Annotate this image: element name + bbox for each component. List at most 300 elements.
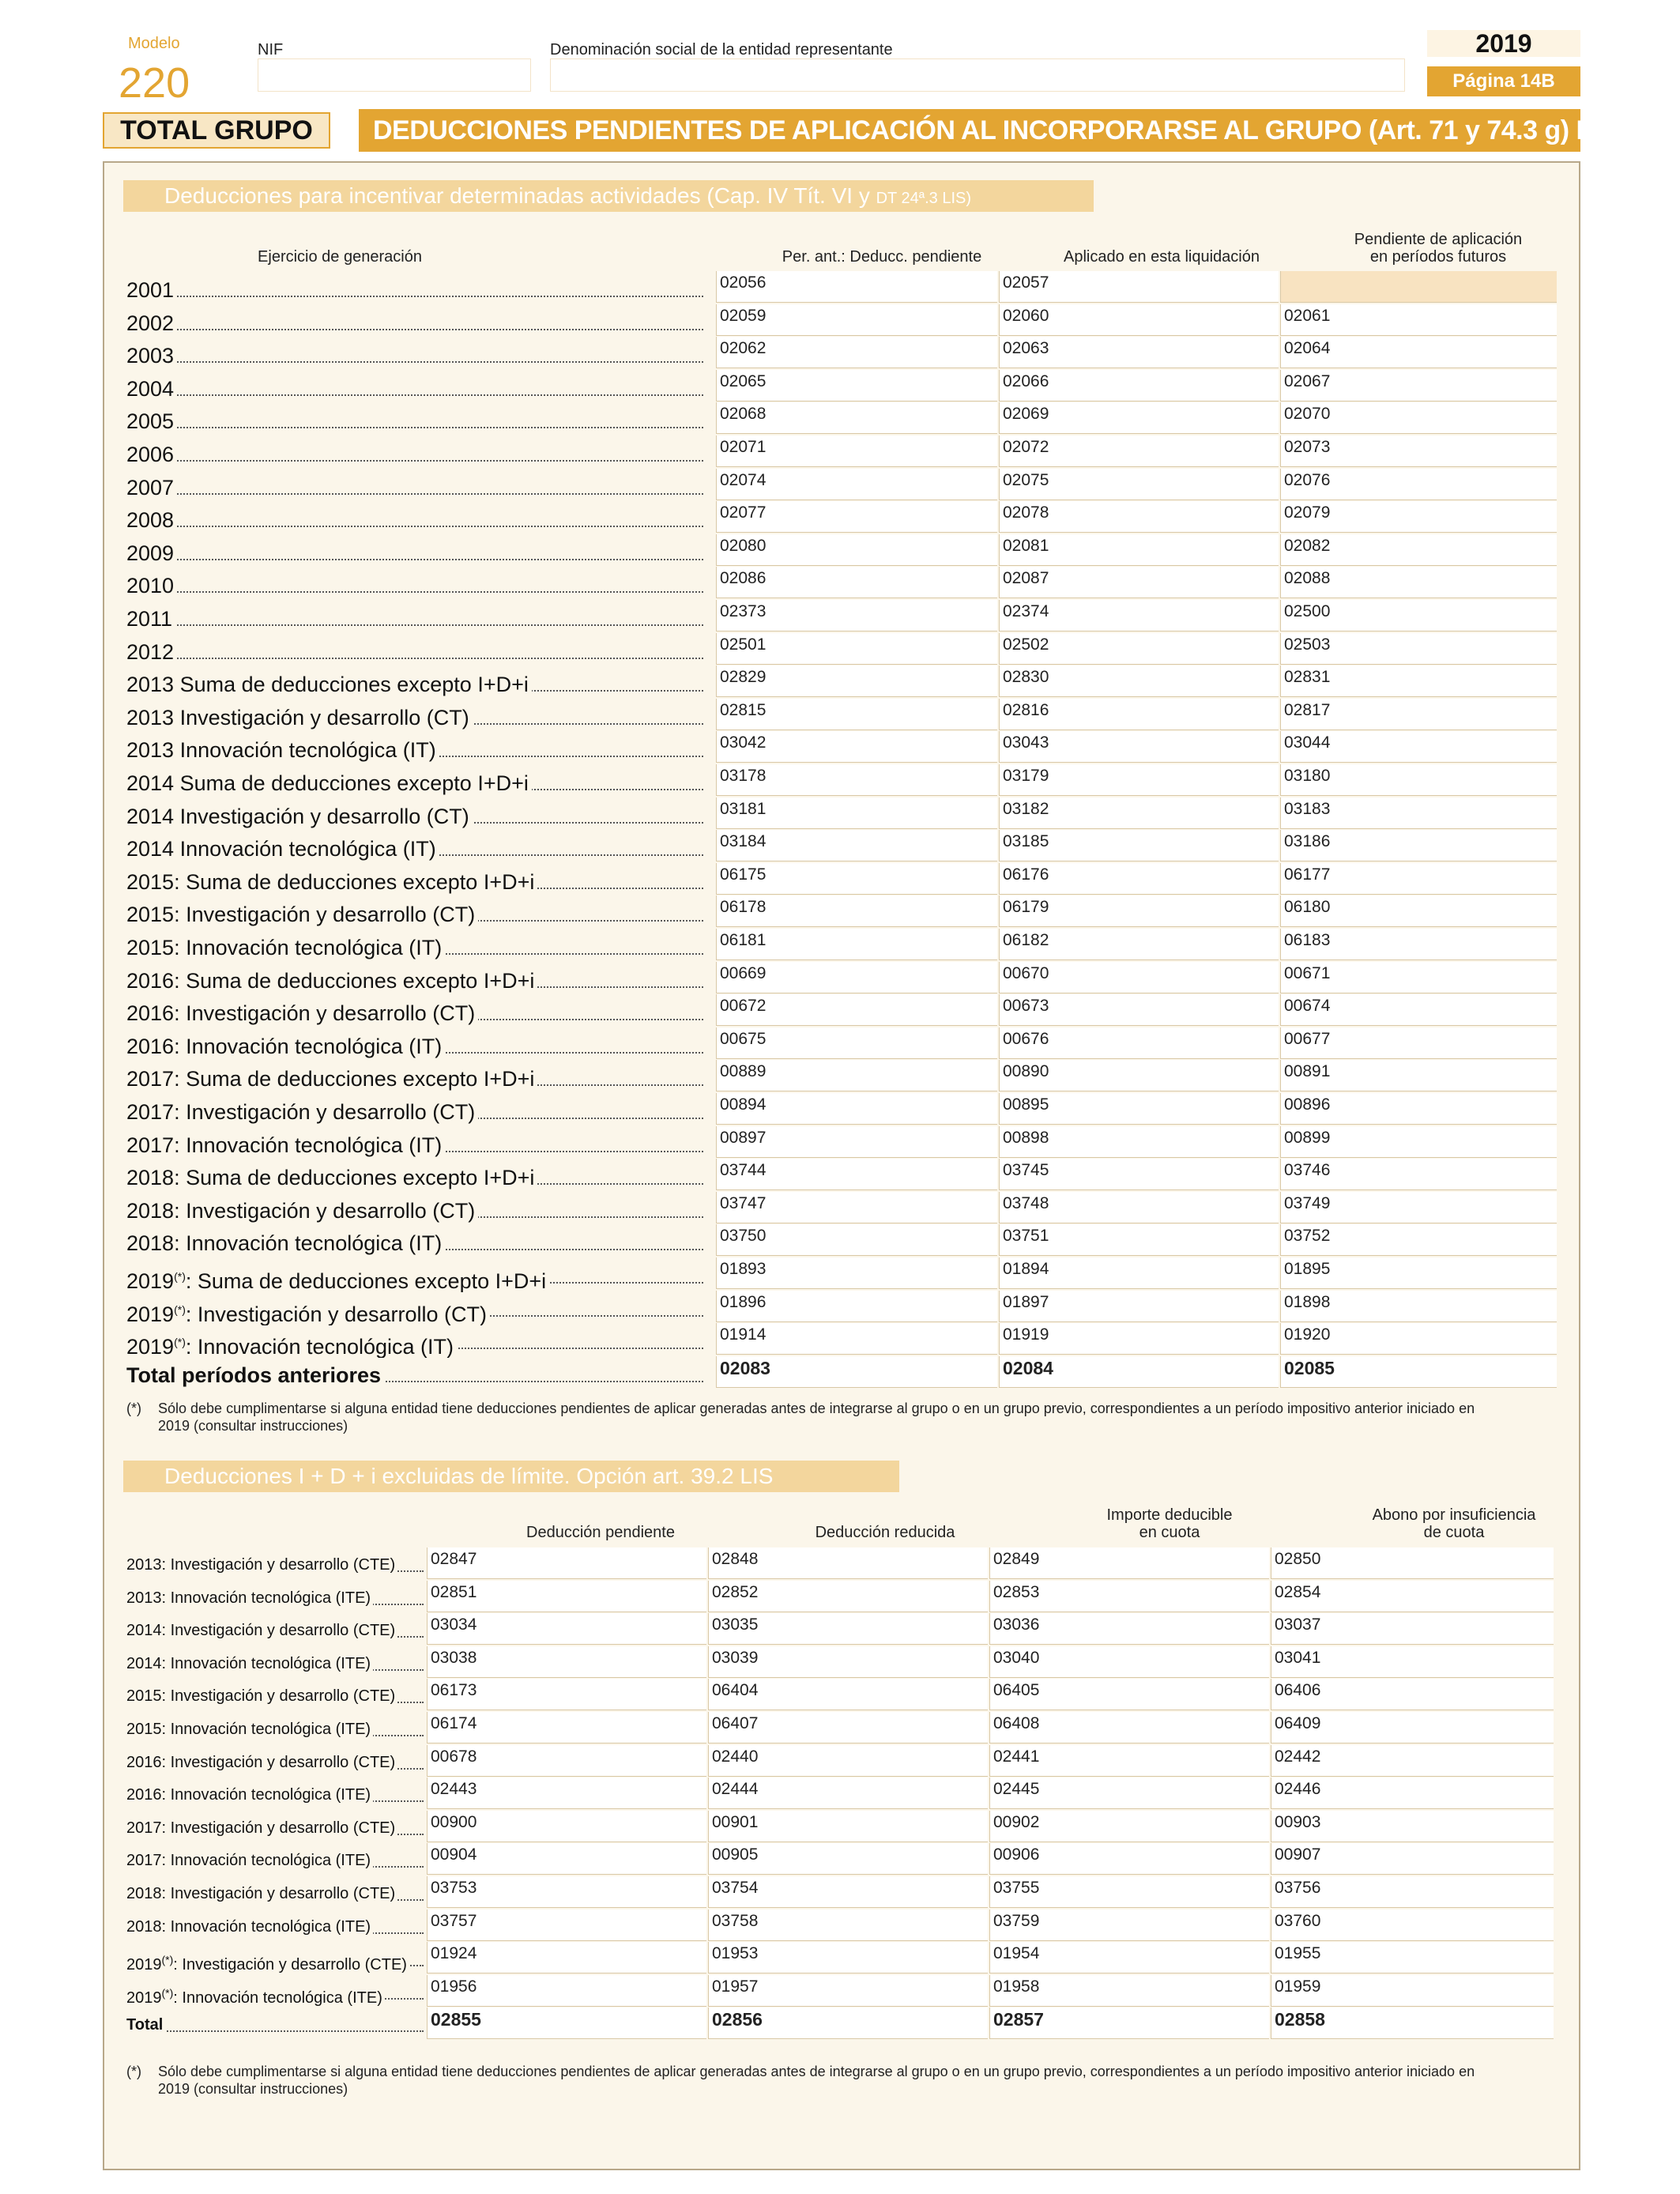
amount-field[interactable] <box>999 731 1279 763</box>
amount-field[interactable] <box>1280 633 1557 665</box>
amount-field[interactable] <box>716 1224 997 1256</box>
box-code: 03745 <box>1003 1161 1049 1179</box>
box-code: 02083 <box>720 1358 770 1378</box>
leader-dots <box>126 493 703 495</box>
total-row-label <box>126 1359 703 1391</box>
modelo-label: Modelo <box>128 35 180 52</box>
row-label-year: 2003 <box>126 344 175 368</box>
box-code: 02084 <box>1003 1358 1053 1378</box>
amount-field[interactable] <box>999 304 1279 336</box>
amount-field[interactable] <box>708 1909 988 1941</box>
col-abono <box>1335 1506 1573 1541</box>
amount-field[interactable] <box>427 1745 706 1777</box>
amount-field[interactable] <box>716 1093 997 1125</box>
amount-field[interactable] <box>1280 1323 1557 1355</box>
amount-field[interactable] <box>999 501 1279 533</box>
box-code: 02829 <box>720 668 767 686</box>
amount-field[interactable] <box>1280 501 1557 533</box>
row-label-text <box>126 377 177 401</box>
amount-field[interactable] <box>999 1356 1279 1388</box>
amount-field[interactable] <box>999 469 1279 500</box>
amount-field[interactable] <box>999 962 1279 993</box>
amount-field[interactable] <box>999 600 1279 631</box>
amount-field[interactable] <box>989 1679 1269 1710</box>
amount-field[interactable] <box>427 1777 706 1809</box>
amount-field[interactable] <box>708 1843 988 1875</box>
box-code: 03185 <box>1003 832 1049 850</box>
row-label-year: 2004 <box>126 377 175 401</box>
amount-field[interactable] <box>989 1712 1269 1744</box>
box-code: 00889 <box>720 1062 767 1080</box>
box-code: 06178 <box>720 898 767 916</box>
amount-field[interactable] <box>1280 1291 1557 1322</box>
box-code: 01954 <box>993 1944 1040 1962</box>
row-label-text <box>126 1001 478 1025</box>
amount-field[interactable] <box>708 1712 988 1744</box>
box-code: 02444 <box>712 1780 759 1798</box>
amount-field[interactable] <box>999 929 1279 960</box>
amount-field[interactable] <box>999 1126 1279 1158</box>
amount-field[interactable] <box>1280 402 1557 434</box>
amount-field[interactable] <box>1271 1547 1554 1579</box>
amount-field[interactable] <box>999 1027 1279 1059</box>
amount-field[interactable] <box>989 1909 1269 1941</box>
amount-field[interactable] <box>427 1712 706 1744</box>
amount-field[interactable] <box>1271 1811 1554 1842</box>
denominacion-field[interactable] <box>550 58 1405 92</box>
row-label <box>126 274 703 306</box>
amount-field[interactable] <box>427 1613 706 1645</box>
row-label-year: 2007 <box>126 476 175 499</box>
amount-field[interactable] <box>1280 567 1557 598</box>
amount-field[interactable] <box>1280 994 1557 1026</box>
box-code: 03748 <box>1003 1194 1049 1212</box>
box-code: 03035 <box>712 1615 759 1634</box>
amount-field[interactable] <box>716 1356 997 1388</box>
row-label <box>126 1943 424 1975</box>
box-code: 03750 <box>720 1227 767 1245</box>
row-label <box>126 899 703 930</box>
leader-dots <box>126 296 703 297</box>
amount-field[interactable] <box>1271 1942 1554 1973</box>
amount-field[interactable] <box>989 1581 1269 1612</box>
box-code: 06180 <box>1284 898 1331 916</box>
row-label <box>126 307 703 339</box>
amount-field[interactable] <box>999 764 1279 796</box>
box-code: 02080 <box>720 537 767 555</box>
box-code: 03744 <box>720 1161 767 1179</box>
amount-field[interactable] <box>1280 600 1557 631</box>
amount-field[interactable] <box>708 1581 988 1612</box>
amount-field[interactable] <box>1280 929 1557 960</box>
amount-field[interactable] <box>716 1060 997 1091</box>
amount-field[interactable] <box>989 2007 1269 2039</box>
amount-field[interactable] <box>989 1876 1269 1908</box>
box-code: 00674 <box>1284 997 1331 1015</box>
row-label-rest: : Innovación tecnológica (ITE) <box>173 1989 382 2007</box>
row-label-text <box>126 1986 385 2007</box>
amount-field[interactable] <box>1280 699 1557 730</box>
row-label-year: 2016: Innovación tecnológica (ITE) <box>126 1786 371 1804</box>
amount-field[interactable] <box>708 2007 988 2039</box>
amount-field[interactable] <box>1271 2007 1554 2039</box>
amount-field[interactable] <box>989 1745 1269 1777</box>
box-code: 02853 <box>993 1583 1040 1601</box>
row-label <box>126 1294 703 1325</box>
row-label-year: 2018: Investigación y desarrollo (CT) <box>126 1199 476 1223</box>
box-code: 02074 <box>720 471 767 489</box>
row-label-text <box>126 870 537 894</box>
row-label-text <box>126 1852 373 1869</box>
row-label-year: 2013 Investigación y desarrollo (CT) <box>126 706 469 729</box>
amount-field[interactable] <box>999 1257 1279 1289</box>
amount-field[interactable] <box>427 1811 706 1842</box>
amount-field[interactable] <box>708 1646 988 1678</box>
amount-field[interactable] <box>1280 1126 1557 1158</box>
box-code: 06408 <box>993 1714 1040 1732</box>
amount-field[interactable] <box>716 337 997 368</box>
col-ejercicio: Ejercicio de generación <box>258 248 422 266</box>
box-code: 01914 <box>720 1325 767 1344</box>
amount-field[interactable] <box>716 962 997 993</box>
row-label-text <box>126 837 439 861</box>
footnote-marker: (*) <box>126 2064 141 2079</box>
row-label-text <box>126 1035 445 1058</box>
amount-field[interactable] <box>999 895 1279 927</box>
amount-field[interactable] <box>716 304 997 336</box>
row-label-text <box>126 1754 397 1771</box>
box-code: 02850 <box>1275 1550 1321 1568</box>
amount-field[interactable] <box>999 699 1279 730</box>
amount-field[interactable] <box>716 567 997 598</box>
row-label <box>126 1326 703 1358</box>
amount-field[interactable] <box>1280 731 1557 763</box>
box-code: 02073 <box>1284 438 1331 456</box>
amount-field[interactable] <box>1280 1192 1557 1223</box>
box-code: 02068 <box>720 405 767 423</box>
row-label <box>126 1227 703 1259</box>
amount-field[interactable] <box>1280 1257 1557 1289</box>
amount-field[interactable] <box>427 1646 706 1678</box>
box-code: 06181 <box>720 931 767 949</box>
amount-field[interactable] <box>427 1975 706 2007</box>
row-label <box>126 702 703 733</box>
amount-field[interactable] <box>1271 1777 1554 1809</box>
box-code: 02443 <box>431 1780 477 1798</box>
box-code: 02503 <box>1284 635 1331 654</box>
amount-field[interactable] <box>427 2007 706 2039</box>
amount-field[interactable] <box>427 1876 706 1908</box>
box-code: 02500 <box>1284 602 1331 620</box>
amount-field[interactable] <box>708 1777 988 1809</box>
amount-field[interactable] <box>999 402 1279 434</box>
row-label <box>126 1977 424 2008</box>
row-label-year: 2002 <box>126 311 175 335</box>
row-label-year: 2014 Innovación tecnológica (IT) <box>126 837 436 861</box>
amount-field[interactable] <box>716 929 997 960</box>
box-code: 01953 <box>712 1944 759 1962</box>
amount-field[interactable] <box>989 1843 1269 1875</box>
amount-field[interactable] <box>1280 863 1557 895</box>
box-code: 02060 <box>1003 307 1049 325</box>
row-label <box>126 997 703 1029</box>
amount-field[interactable] <box>1280 1356 1557 1388</box>
amount-field[interactable] <box>999 1093 1279 1125</box>
amount-field[interactable] <box>716 501 997 533</box>
row-label-year: 2017: Investigación y desarrollo (CTE) <box>126 1819 396 1837</box>
amount-field[interactable] <box>716 830 997 861</box>
amount-field[interactable] <box>999 797 1279 829</box>
amount-field[interactable] <box>716 699 997 730</box>
row-label-year: 2015: Investigación y desarrollo (CT) <box>126 903 476 926</box>
row-label-year: 2012 <box>126 640 175 664</box>
row-label <box>126 636 703 668</box>
amount-field[interactable] <box>989 1942 1269 1973</box>
amount-field[interactable] <box>999 830 1279 861</box>
amount-field[interactable] <box>1280 469 1557 500</box>
row-label-text <box>126 1819 397 1837</box>
amount-field[interactable] <box>716 1192 997 1223</box>
amount-field[interactable] <box>999 1224 1279 1256</box>
box-code: 02064 <box>1284 339 1331 357</box>
amount-field[interactable] <box>1271 1712 1554 1744</box>
amount-field[interactable] <box>989 1811 1269 1842</box>
row-label-text <box>126 1953 409 1973</box>
col-pendiente-line1: Pendiente de aplicación <box>1354 231 1523 248</box>
amount-field[interactable] <box>999 1060 1279 1091</box>
row-label-year: 2017: Innovación tecnológica (ITE) <box>126 1852 371 1869</box>
footnote-ref: (*) <box>174 1303 186 1316</box>
denominacion-label: Denominación social de la entidad representante <box>550 41 893 58</box>
amount-field[interactable] <box>1271 1876 1554 1908</box>
row-label <box>126 537 703 569</box>
box-code: 00902 <box>993 1813 1040 1831</box>
amount-field[interactable] <box>999 1192 1279 1223</box>
amount-field[interactable] <box>1280 764 1557 796</box>
amount-field[interactable] <box>427 1843 706 1875</box>
amount-field[interactable] <box>716 1257 997 1289</box>
amount-field[interactable] <box>427 1679 706 1710</box>
amount-field[interactable] <box>708 1679 988 1710</box>
modelo-number: 220 <box>119 59 190 107</box>
box-code: 02849 <box>993 1550 1040 1568</box>
amount-field[interactable] <box>1271 1909 1554 1941</box>
amount-field[interactable] <box>1280 1224 1557 1256</box>
amount-field[interactable] <box>716 994 997 1026</box>
amount-field[interactable] <box>989 1975 1269 2007</box>
amount-field[interactable] <box>427 1942 706 1973</box>
amount-field[interactable] <box>989 1547 1269 1579</box>
row-label-year: 2014 Suma de deducciones excepto I+D+i <box>126 771 529 795</box>
amount-field[interactable] <box>1280 1027 1557 1059</box>
amount-field[interactable] <box>708 1745 988 1777</box>
amount-field[interactable] <box>989 1646 1269 1678</box>
amount-field[interactable] <box>989 1613 1269 1645</box>
amount-field[interactable] <box>716 402 997 434</box>
amount-field[interactable] <box>716 600 997 631</box>
box-code: 01955 <box>1275 1944 1321 1962</box>
amount-field[interactable] <box>999 534 1279 566</box>
amount-field[interactable] <box>708 1811 988 1842</box>
amount-field[interactable] <box>999 1291 1279 1322</box>
box-code: 02075 <box>1003 471 1049 489</box>
row-label <box>126 734 703 766</box>
box-code: 02854 <box>1275 1583 1321 1601</box>
box-code: 02081 <box>1003 537 1049 555</box>
amount-field[interactable] <box>708 1613 988 1645</box>
box-code: 01958 <box>993 1977 1040 1996</box>
amount-field[interactable] <box>716 1126 997 1158</box>
box-code: 01957 <box>712 1977 759 1996</box>
amount-field[interactable] <box>999 567 1279 598</box>
nif-field[interactable] <box>258 58 531 92</box>
page-title: DEDUCCIONES PENDIENTES DE APLICACIÓN AL INCORPORARSE AL GRUPO (Art. 71 y 74.3 g) LIS) <box>359 109 1580 152</box>
box-code: 02374 <box>1003 602 1049 620</box>
amount-field[interactable] <box>716 895 997 927</box>
amount-field[interactable] <box>1271 1843 1554 1875</box>
leader-dots <box>126 559 703 560</box>
box-code: 03757 <box>431 1912 477 1930</box>
amount-field[interactable] <box>716 1159 997 1190</box>
box-code: 00900 <box>431 1813 477 1831</box>
amount-field[interactable] <box>716 271 997 303</box>
amount-field[interactable] <box>1280 337 1557 368</box>
box-code: 06182 <box>1003 931 1049 949</box>
amount-field[interactable] <box>999 863 1279 895</box>
amount-field[interactable] <box>716 469 997 500</box>
section1-title-small: DT 24ª.3 LIS) <box>876 190 972 207</box>
row-label-year: 2019 <box>126 1989 162 2007</box>
amount-field[interactable] <box>708 1876 988 1908</box>
amount-field[interactable] <box>716 764 997 796</box>
amount-field[interactable] <box>708 1942 988 1973</box>
amount-field[interactable] <box>1271 1581 1554 1612</box>
row-label-year: 2010 <box>126 574 175 598</box>
amount-field[interactable] <box>1280 665 1557 697</box>
box-code: 02502 <box>1003 635 1049 654</box>
amount-field[interactable] <box>1280 962 1557 993</box>
amount-field[interactable] <box>999 370 1279 401</box>
box-code: 02076 <box>1284 471 1331 489</box>
row-label <box>126 1680 424 1712</box>
box-code: 00891 <box>1284 1062 1331 1080</box>
box-code: 02056 <box>720 273 767 292</box>
amount-field[interactable] <box>1271 1975 1554 2007</box>
amount-field[interactable] <box>989 1777 1269 1809</box>
box-code: 02817 <box>1284 701 1331 719</box>
amount-field[interactable] <box>716 370 997 401</box>
amount-field[interactable] <box>999 1159 1279 1190</box>
box-code: 01956 <box>431 1977 477 1996</box>
amount-field[interactable] <box>999 435 1279 467</box>
amount-field[interactable] <box>1280 534 1557 566</box>
row-label-text <box>126 508 177 532</box>
amount-field[interactable] <box>1271 1613 1554 1645</box>
box-code: 02831 <box>1284 668 1331 686</box>
box-code: 02063 <box>1003 339 1049 357</box>
amount-field[interactable] <box>1280 370 1557 401</box>
col-abono-line2: de cuota <box>1423 1524 1485 1541</box>
box-code: 02440 <box>712 1747 759 1766</box>
box-code: 02061 <box>1284 307 1331 325</box>
row-label-year: 2001 <box>126 278 175 302</box>
amount-field[interactable] <box>999 337 1279 368</box>
box-code: 03755 <box>993 1879 1040 1897</box>
amount-field[interactable] <box>999 271 1279 303</box>
amount-field[interactable] <box>716 1323 997 1355</box>
box-code: 00671 <box>1284 964 1331 982</box>
box-code: 02851 <box>431 1583 477 1601</box>
amount-field[interactable] <box>1280 895 1557 927</box>
box-code: 03751 <box>1003 1227 1049 1245</box>
box-code: 03181 <box>720 800 767 818</box>
box-code: 02855 <box>431 2009 481 2030</box>
amount-field[interactable] <box>716 731 997 763</box>
amount-field[interactable] <box>1280 435 1557 467</box>
box-code: 03041 <box>1275 1649 1321 1667</box>
amount-field[interactable] <box>716 1291 997 1322</box>
box-code: 01894 <box>1003 1260 1049 1278</box>
section1-title <box>123 180 1094 212</box>
amount-field[interactable] <box>427 1581 706 1612</box>
col-importe-deducible <box>1051 1506 1288 1541</box>
amount-field[interactable] <box>1271 1646 1554 1678</box>
amount-field[interactable] <box>999 1323 1279 1355</box>
row-label <box>126 1261 703 1292</box>
row-label-text <box>126 476 177 499</box>
amount-field[interactable] <box>1271 1745 1554 1777</box>
amount-field[interactable] <box>1280 304 1557 336</box>
amount-field[interactable] <box>1280 1159 1557 1190</box>
row-label-text <box>126 771 532 795</box>
box-code: 01919 <box>1003 1325 1049 1344</box>
row-label-text <box>126 1918 373 1936</box>
row-label-year: 2017: Innovación tecnológica (IT) <box>126 1133 443 1157</box>
box-code: 02445 <box>993 1780 1040 1798</box>
amount-field[interactable] <box>716 534 997 566</box>
amount-field[interactable] <box>427 1909 706 1941</box>
amount-field[interactable] <box>999 665 1279 697</box>
amount-field[interactable] <box>1280 797 1557 829</box>
amount-field[interactable] <box>716 1027 997 1059</box>
amount-field[interactable] <box>716 435 997 467</box>
amount-field[interactable] <box>999 994 1279 1026</box>
amount-field[interactable] <box>1280 1060 1557 1091</box>
amount-field[interactable] <box>708 1547 988 1579</box>
row-label-text <box>126 278 177 302</box>
amount-field[interactable] <box>716 633 997 665</box>
row-label-text <box>126 574 177 598</box>
box-code: 01896 <box>720 1293 767 1311</box>
amount-field[interactable] <box>1280 830 1557 861</box>
row-label-year: 2018: Investigación y desarrollo (CTE) <box>126 1885 396 1902</box>
amount-field[interactable] <box>716 797 997 829</box>
amount-field[interactable] <box>1271 1679 1554 1710</box>
row-label <box>126 1162 703 1193</box>
amount-field[interactable] <box>1280 1093 1557 1125</box>
row-label-text <box>126 1335 457 1358</box>
amount-field[interactable] <box>427 1547 706 1579</box>
row-label-year: 2014 Investigación y desarrollo (CT) <box>126 805 469 828</box>
amount-field[interactable] <box>716 665 997 697</box>
box-code: 03746 <box>1284 1161 1331 1179</box>
amount-field[interactable] <box>999 633 1279 665</box>
amount-field[interactable] <box>716 863 997 895</box>
footnote-text: Sólo debe cumplimentarse si alguna entidad tiene deducciones pendientes de aplicar generadas antes de integrarse al grupo o en un grupo previo, correspondientes a un período impositivo anterior iniciado en 2019 (consultar instrucciones) <box>158 1400 1475 1434</box>
row-label-year: 2008 <box>126 508 175 532</box>
amount-field[interactable] <box>708 1975 988 2007</box>
row-label <box>126 405 703 437</box>
